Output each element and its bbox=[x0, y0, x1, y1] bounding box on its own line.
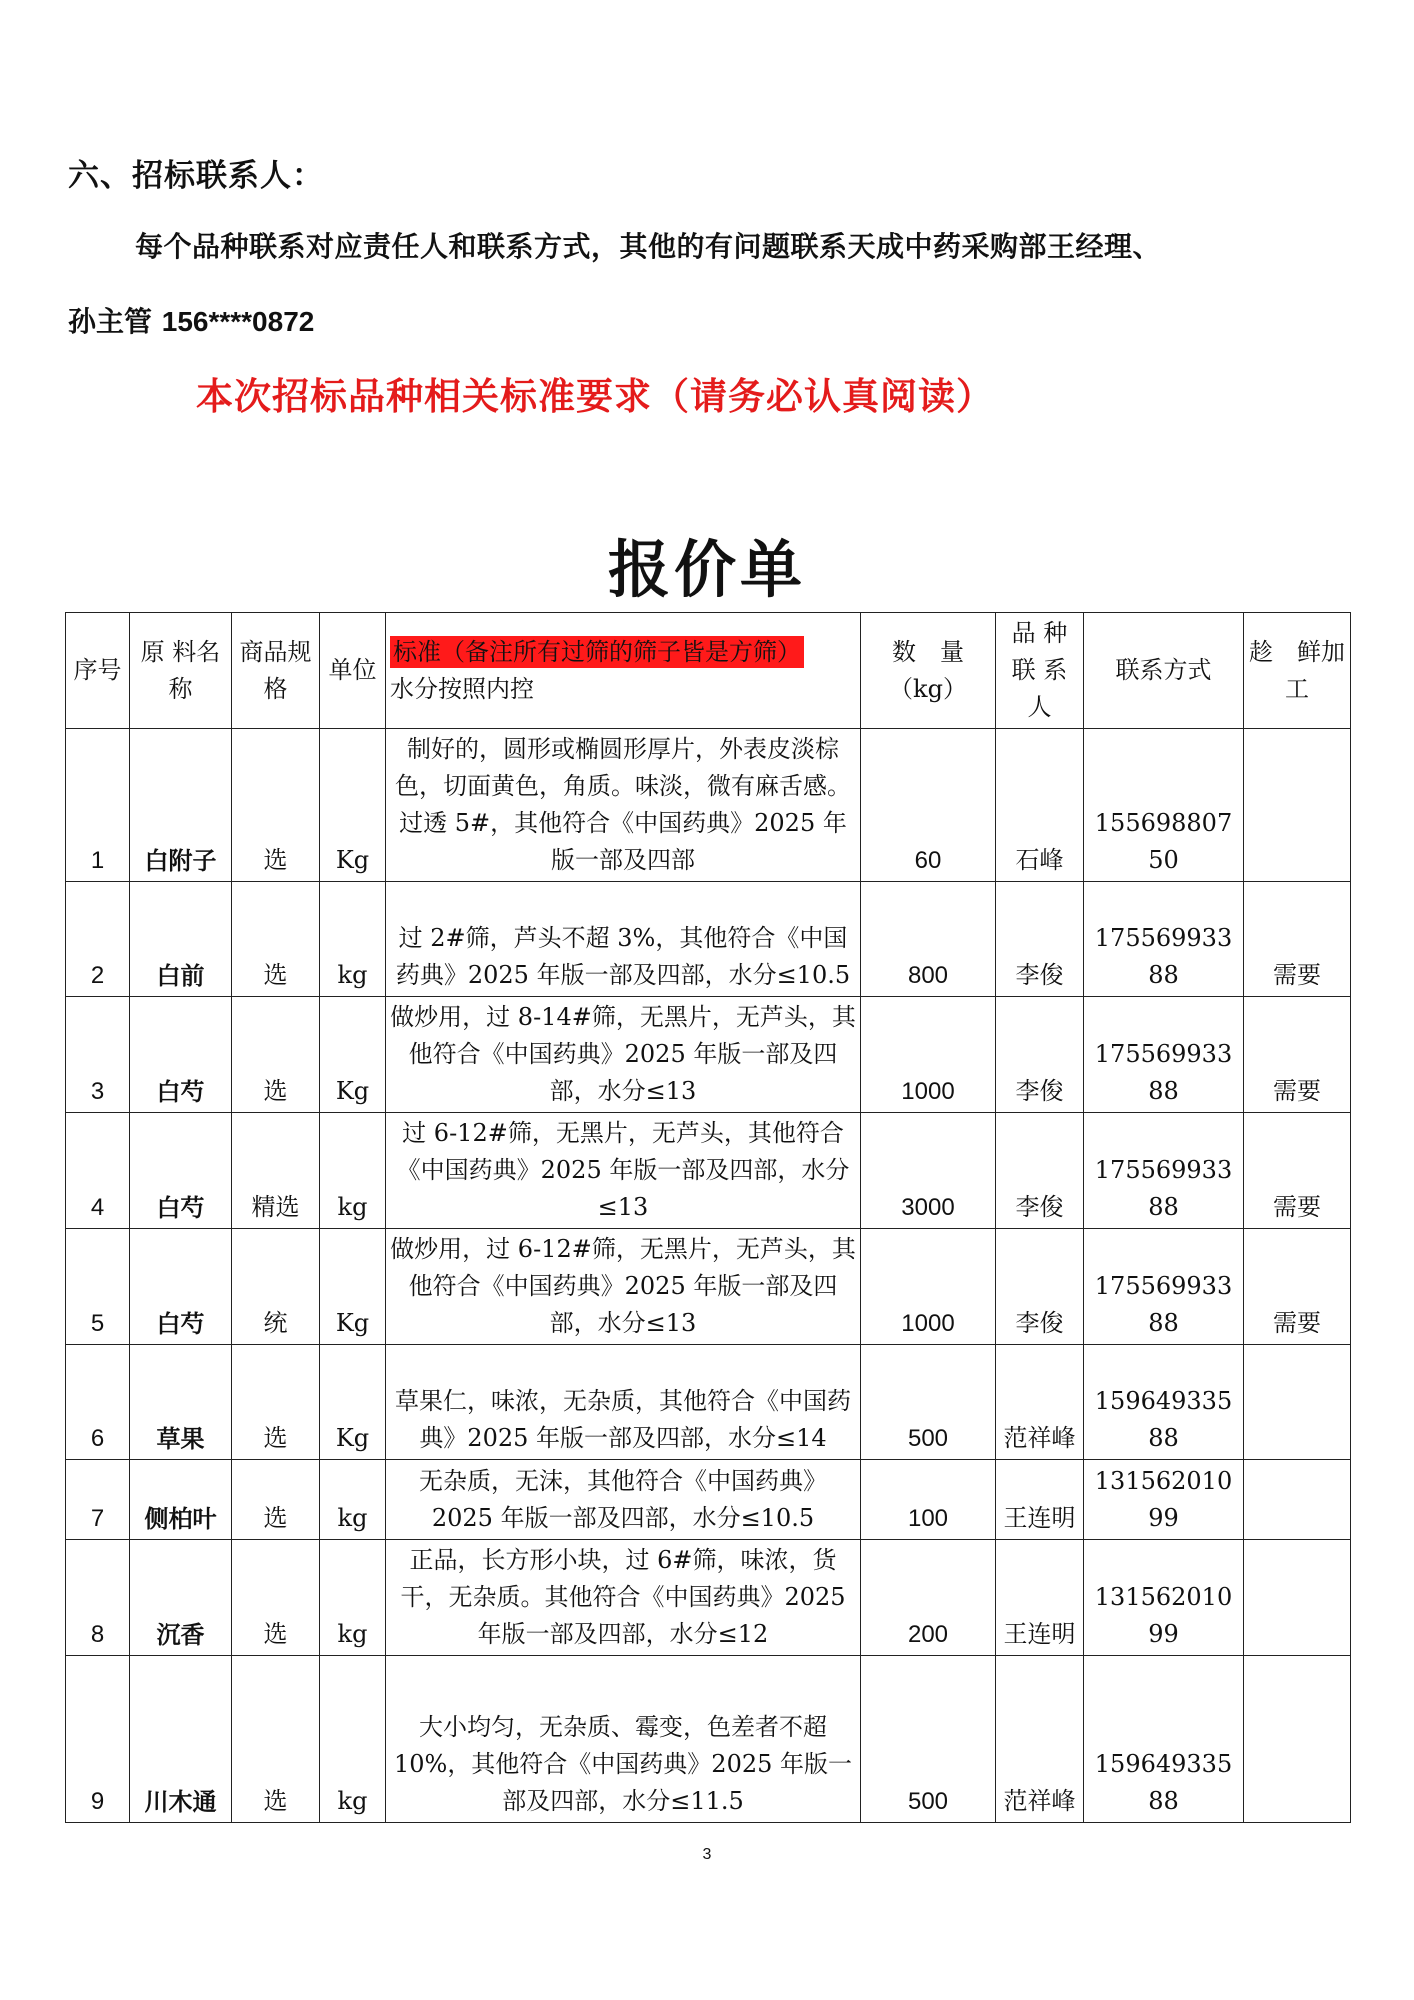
cell-contact: 石峰 bbox=[996, 729, 1084, 882]
cell-spec: 精选 bbox=[232, 1113, 320, 1229]
cell-quantity: 500 bbox=[861, 1345, 996, 1460]
cell-no: 5 bbox=[66, 1229, 130, 1345]
table-row bbox=[66, 1345, 1351, 1460]
cell-unit: kg bbox=[320, 1656, 386, 1823]
cell-no: 8 bbox=[66, 1540, 130, 1656]
cell-name: 川木通 bbox=[130, 1656, 232, 1823]
cell-phone: 17556993388 bbox=[1084, 1113, 1244, 1229]
header-standard bbox=[386, 613, 861, 729]
cell-contact: 范祥峰 bbox=[996, 1656, 1084, 1823]
page-number: 3 bbox=[702, 1846, 712, 1863]
cell-phone: 13156201099 bbox=[1084, 1460, 1244, 1540]
cell-contact: 范祥峰 bbox=[996, 1345, 1084, 1460]
cell-fresh-processing bbox=[1244, 1656, 1351, 1823]
table-row bbox=[66, 1540, 1351, 1656]
cell-no: 4 bbox=[66, 1113, 130, 1229]
cell-fresh-processing bbox=[1244, 1460, 1351, 1540]
cell-no: 1 bbox=[66, 729, 130, 882]
cell-quantity: 60 bbox=[861, 729, 996, 882]
cell-fresh-processing: 需要 bbox=[1244, 1229, 1351, 1345]
header-fresh-processing: 趁 鲜加工 bbox=[1244, 613, 1351, 729]
cell-quantity: 800 bbox=[861, 882, 996, 997]
cell-fresh-processing: 需要 bbox=[1244, 1113, 1351, 1229]
cell-quantity: 1000 bbox=[861, 1229, 996, 1345]
cell-phone: 17556993388 bbox=[1084, 1229, 1244, 1345]
cell-fresh-processing: 需要 bbox=[1244, 882, 1351, 997]
cell-name: 草果 bbox=[130, 1345, 232, 1460]
cell-unit: Kg bbox=[320, 729, 386, 882]
cell-quantity: 100 bbox=[861, 1460, 996, 1540]
header-spec: 商品规格 bbox=[232, 613, 320, 729]
cell-spec: 选 bbox=[232, 1656, 320, 1823]
header-phone: 联系方式 bbox=[1084, 613, 1244, 729]
contact-person-text: 孙主管 bbox=[68, 305, 162, 338]
cell-spec: 选 bbox=[232, 1345, 320, 1460]
cell-standard: 无杂质，无沫，其他符合《中国药典》2025 年版一部及四部，水分≤10.5 bbox=[386, 1460, 861, 1540]
cell-contact: 李俊 bbox=[996, 1229, 1084, 1345]
contact-phone: 156****0872 bbox=[161, 306, 315, 337]
cell-name: 侧柏叶 bbox=[130, 1460, 232, 1540]
cell-quantity: 1000 bbox=[861, 997, 996, 1113]
table-row bbox=[66, 729, 1351, 882]
cell-quantity: 3000 bbox=[861, 1113, 996, 1229]
cell-contact: 王连明 bbox=[996, 1460, 1084, 1540]
header-quantity: 数 量（kg） bbox=[861, 613, 996, 729]
table-row bbox=[66, 1113, 1351, 1229]
header-standard-sub: 水分按照内控 bbox=[390, 674, 534, 703]
cell-name: 白前 bbox=[130, 882, 232, 997]
cell-unit: Kg bbox=[320, 997, 386, 1113]
cell-standard: 做炒用，过 6-12#筛，无黑片，无芦头，其他符合《中国药典》2025 年版一部及四部，水分≤13 bbox=[386, 1229, 861, 1345]
cell-name: 白芍 bbox=[130, 1229, 232, 1345]
contact-paragraph: 每个品种联系对应责任人和联系方式，其他的有问题联系天成中药采购部王经理、 bbox=[135, 230, 1162, 263]
cell-contact: 李俊 bbox=[996, 1113, 1084, 1229]
table-row bbox=[66, 1460, 1351, 1540]
cell-quantity: 200 bbox=[861, 1540, 996, 1656]
cell-no: 3 bbox=[66, 997, 130, 1113]
cell-name: 白芍 bbox=[130, 1113, 232, 1229]
table-row bbox=[66, 1656, 1351, 1823]
cell-name: 沉香 bbox=[130, 1540, 232, 1656]
header-no: 序号 bbox=[66, 613, 130, 729]
cell-unit: kg bbox=[320, 1540, 386, 1656]
contact-paragraph-continued bbox=[68, 300, 314, 340]
cell-phone: 17556993388 bbox=[1084, 882, 1244, 997]
cell-standard: 过 2#筛，芦头不超 3%，其他符合《中国药典》2025 年版一部及四部，水分≤10.5 bbox=[386, 882, 861, 997]
cell-contact: 李俊 bbox=[996, 997, 1084, 1113]
table-row bbox=[66, 997, 1351, 1113]
header-name: 原 料名称 bbox=[130, 613, 232, 729]
cell-phone: 15964933588 bbox=[1084, 1656, 1244, 1823]
cell-spec: 选 bbox=[232, 729, 320, 882]
cell-unit: kg bbox=[320, 1460, 386, 1540]
table-row bbox=[66, 1229, 1351, 1345]
cell-standard: 正品，长方形小块，过 6#筛，味浓，货干，无杂质。其他符合《中国药典》2025 年版一部及四部，水分≤12 bbox=[386, 1540, 861, 1656]
cell-contact: 王连明 bbox=[996, 1540, 1084, 1656]
cell-no: 9 bbox=[66, 1656, 130, 1823]
standards-notice: 本次招标品种相关标准要求（请务必认真阅读） bbox=[196, 375, 994, 418]
header-contact: 品 种联 系人 bbox=[996, 613, 1084, 729]
header-unit: 单位 bbox=[320, 613, 386, 729]
cell-fresh-processing bbox=[1244, 1345, 1351, 1460]
cell-spec: 选 bbox=[232, 997, 320, 1113]
table-row bbox=[66, 882, 1351, 997]
cell-standard: 做炒用，过 8-14#筛，无黑片，无芦头，其他符合《中国药典》2025 年版一部及四部，水分≤13 bbox=[386, 997, 861, 1113]
cell-contact: 李俊 bbox=[996, 882, 1084, 997]
cell-name: 白芍 bbox=[130, 997, 232, 1113]
header-standard-highlight: 标准（备注所有过筛的筛子皆是方筛） bbox=[390, 636, 804, 668]
cell-spec: 选 bbox=[232, 1460, 320, 1540]
cell-standard: 大小均匀，无杂质、霉变，色差者不超 10%，其他符合《中国药典》2025 年版一部及四部，水分≤11.5 bbox=[386, 1656, 861, 1823]
cell-no: 6 bbox=[66, 1345, 130, 1460]
cell-quantity: 500 bbox=[861, 1656, 996, 1823]
cell-unit: Kg bbox=[320, 1229, 386, 1345]
cell-no: 2 bbox=[66, 882, 130, 997]
cell-spec: 选 bbox=[232, 1540, 320, 1656]
cell-standard: 制好的，圆形或椭圆形厚片，外表皮淡棕色，切面黄色，角质。味淡，微有麻舌感。过透 5#，其他符合《中国药典》2025 年版一部及四部 bbox=[386, 729, 861, 882]
cell-fresh-processing: 需要 bbox=[1244, 997, 1351, 1113]
cell-spec: 统 bbox=[232, 1229, 320, 1345]
cell-name: 白附子 bbox=[130, 729, 232, 882]
cell-fresh-processing bbox=[1244, 729, 1351, 882]
quote-sheet-title: 报价单 bbox=[607, 533, 806, 606]
cell-unit: Kg bbox=[320, 1345, 386, 1460]
cell-fresh-processing bbox=[1244, 1540, 1351, 1656]
cell-unit: kg bbox=[320, 882, 386, 997]
table-header-row bbox=[66, 613, 1351, 729]
cell-phone: 15569880750 bbox=[1084, 729, 1244, 882]
cell-standard: 过 6-12#筛，无黑片，无芦头，其他符合《中国药典》2025 年版一部及四部，水分≤13 bbox=[386, 1113, 861, 1229]
cell-spec: 选 bbox=[232, 882, 320, 997]
cell-no: 7 bbox=[66, 1460, 130, 1540]
section-heading: 六、招标联系人： bbox=[68, 158, 324, 194]
cell-phone: 17556993388 bbox=[1084, 997, 1244, 1113]
cell-phone: 15964933588 bbox=[1084, 1345, 1244, 1460]
cell-phone: 13156201099 bbox=[1084, 1540, 1244, 1656]
quote-table bbox=[65, 612, 1351, 1823]
cell-standard: 草果仁，味浓，无杂质，其他符合《中国药典》2025 年版一部及四部，水分≤14 bbox=[386, 1345, 861, 1460]
cell-unit: kg bbox=[320, 1113, 386, 1229]
